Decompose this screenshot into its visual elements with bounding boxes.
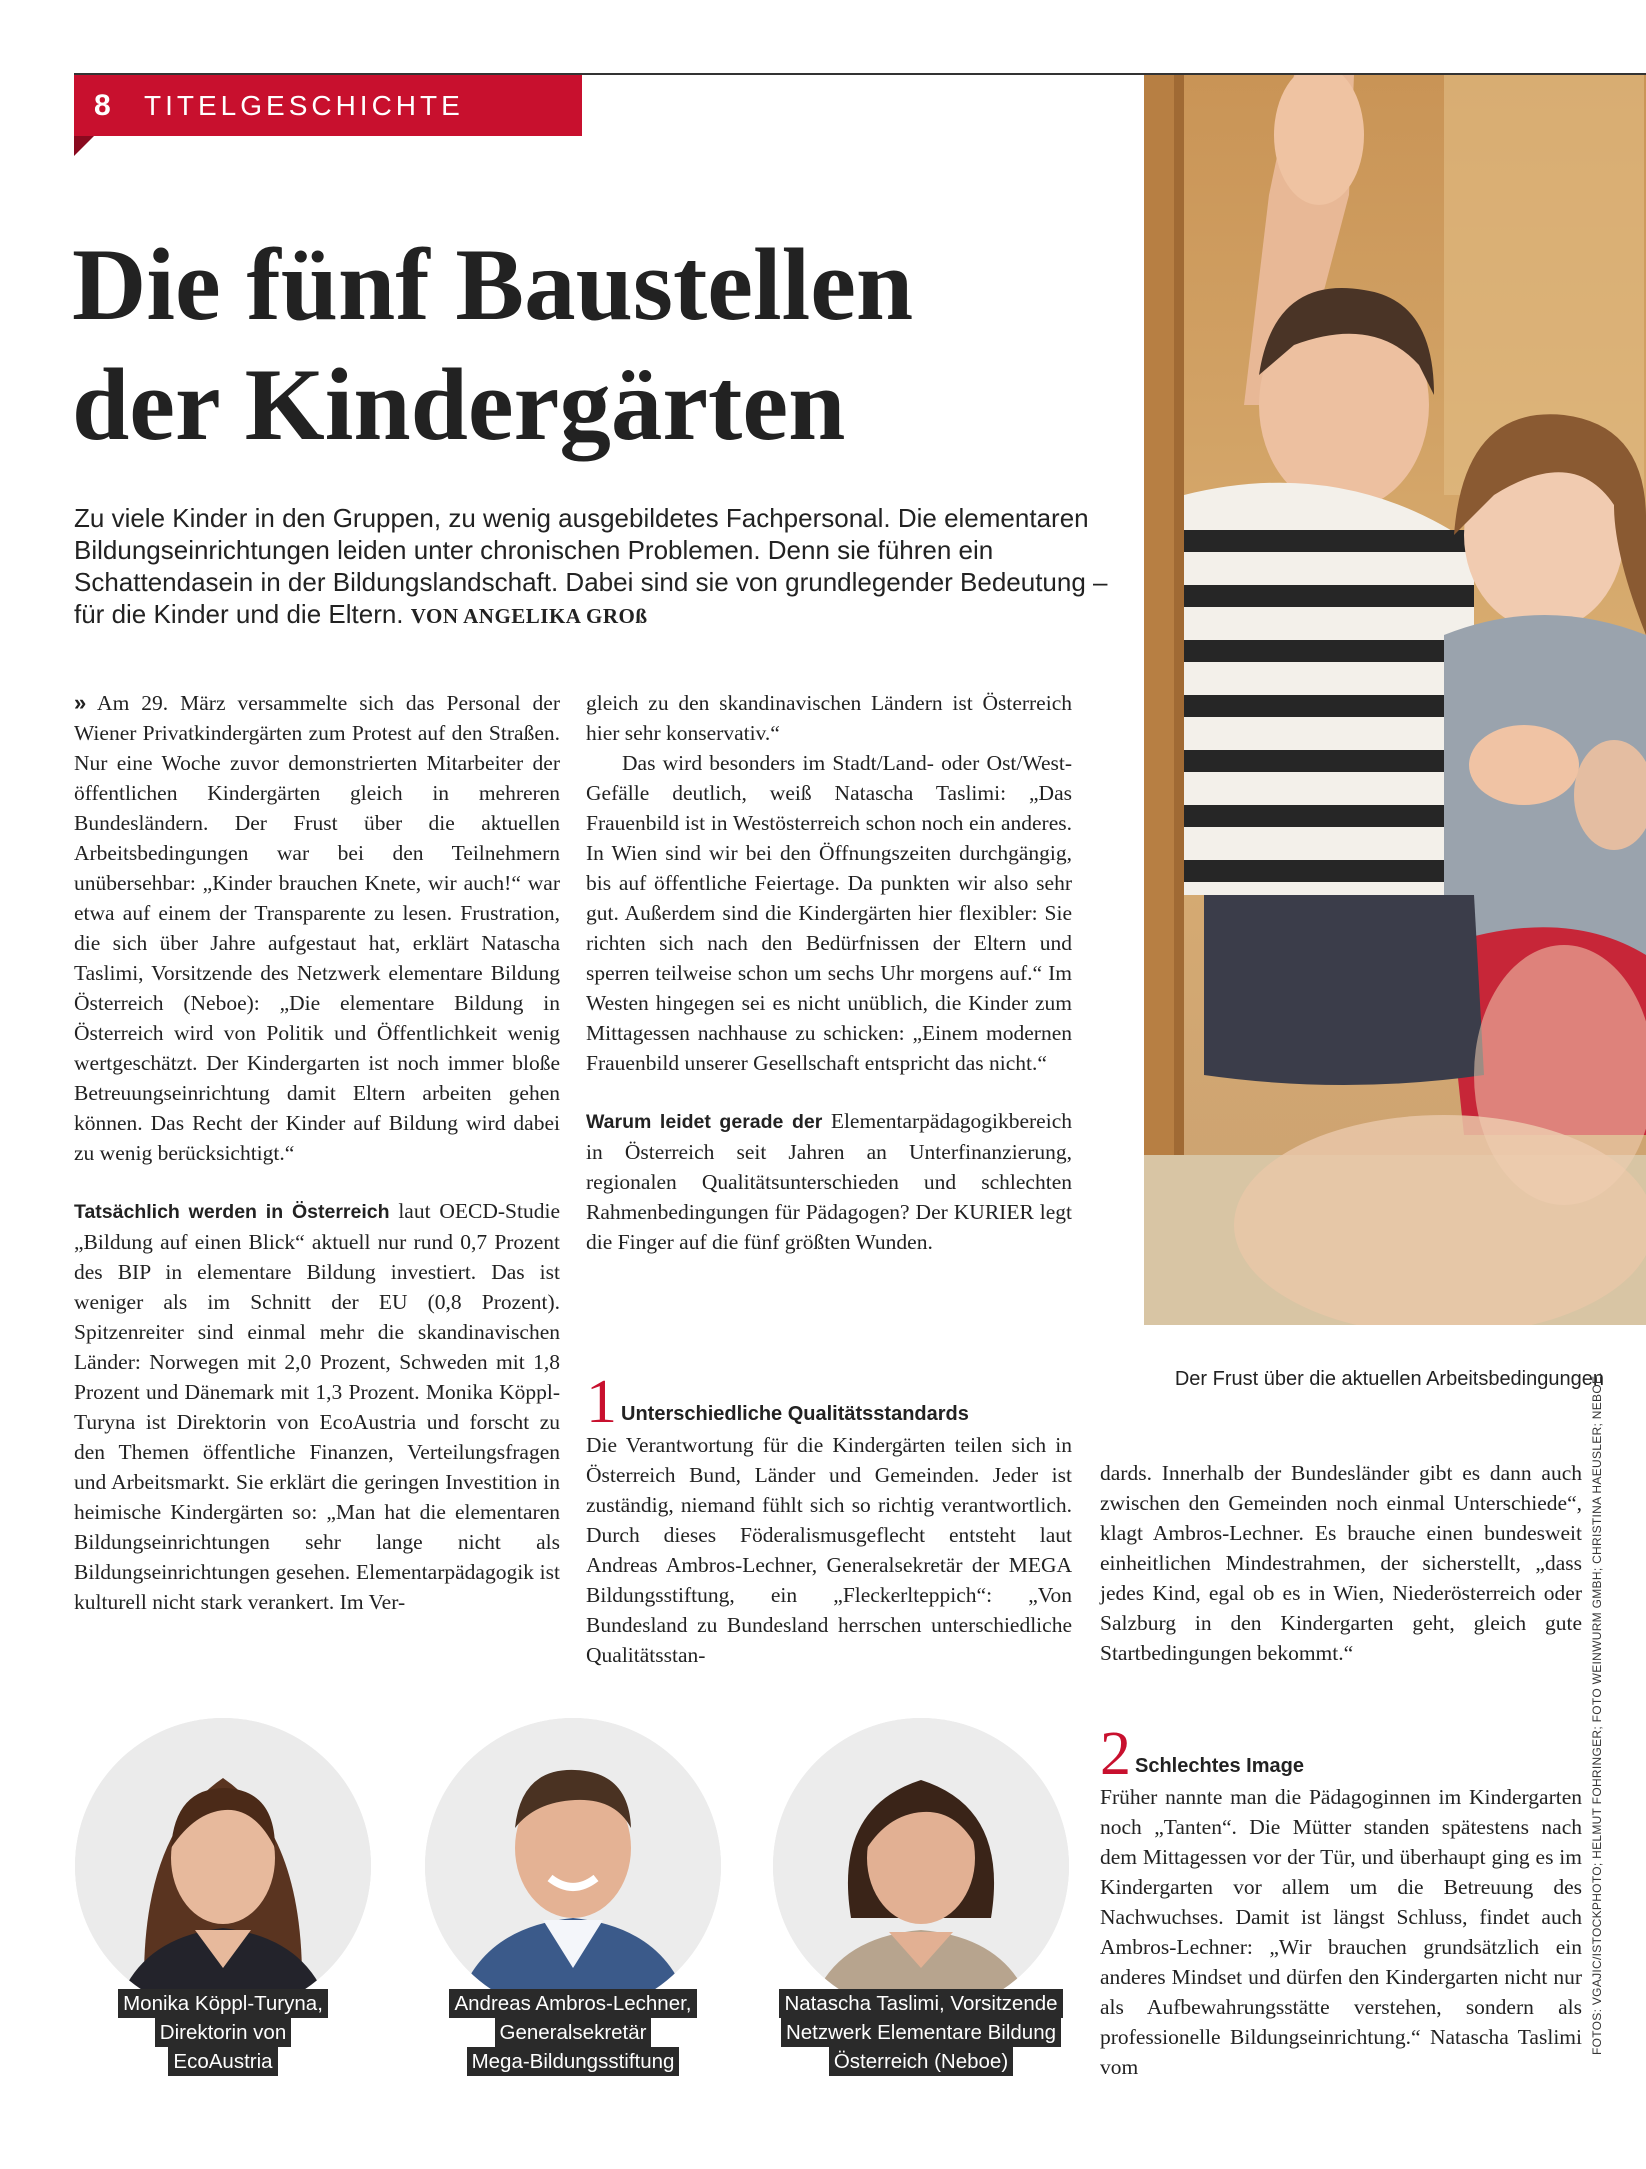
- title-line-2: der Kindergärten: [72, 348, 846, 462]
- run-in-heading: Tatsächlich werden in Österreich: [74, 1201, 390, 1223]
- lead-paragraph: [74, 502, 1134, 632]
- portrait-illustration: [425, 1718, 721, 2014]
- article-column-2: [586, 688, 1072, 1257]
- title-line-1: Die fünf Baustellen: [72, 228, 914, 342]
- article-column-2-continued: [586, 1430, 1072, 1670]
- caption-line: Monika Köppl-Turyna,: [118, 1989, 328, 2018]
- children-illustration: [1144, 75, 1646, 1325]
- section-heading-1: [586, 1368, 969, 1436]
- caption-line: Direktorin von: [155, 2018, 291, 2047]
- caption-line: Österreich (Neboe): [829, 2047, 1013, 2076]
- run-in-heading: Warum leidet gerade der: [586, 1111, 823, 1133]
- paragraph: [74, 1196, 560, 1617]
- section-heading-2: [1100, 1720, 1304, 1788]
- portrait-caption-3: [770, 1989, 1072, 2076]
- paragraph: [586, 1106, 1072, 1257]
- section-number: 1: [586, 1368, 617, 1436]
- caption-line: Generalsekretär: [495, 2018, 652, 2047]
- photo-caption: Der Frust über die aktuellen Arbeitsbedingungen: [1174, 1368, 1604, 1390]
- paragraph: dards. Innerhalb der Bundesländer gibt es dann auch zwischen den Gemeinden noch einmal Unterschiede“, klagt Ambros-Lechner. Es brauche einen bundesweit einheitlichen Mindestrahmen, der sicherstellt, „dass jedes Kind, egal ob es in Wien, Niederösterreich oder Salzburg in den Kindergarten geht, gleich gute Startbedingungen bekommt.“: [1100, 1461, 1582, 1665]
- portrait-illustration: [773, 1718, 1069, 2014]
- section-name: TITELGESCHICHTE: [144, 89, 464, 121]
- author-byline: VON ANGELIKA GROß: [410, 604, 648, 628]
- main-photo-children: [1144, 75, 1646, 1325]
- paragraph-text: Elementarpädagogikbereich in Österreich seit Jahren an Unterfinanzierung, regionalen Qualitätsunterschieden und schlechten Rahmenbedingungen für Pädagogen? Der KURIER legt die Finger auf die fünf größten Wunden.: [586, 1109, 1072, 1254]
- page-number: 8: [94, 88, 111, 122]
- page-title: [72, 225, 1122, 465]
- portrait-andreas-ambros-lechner: [425, 1718, 721, 2014]
- section-title: Unterschiedliche Qualitätsstandards: [621, 1403, 969, 1425]
- caption-line: Netzwerk Elementare Bildung: [781, 2018, 1061, 2047]
- section-title: Schlechtes Image: [1135, 1755, 1304, 1777]
- paragraph: Das wird besonders im Stadt/Land- oder Ost/West-Gefälle deutlich, weiß Natascha Taslimi: „Das Frauenbild ist in Westösterreich schon noch ein anderes. In Wien sind wir bei den Öffnungszeiten durchgängig, bis auf öffentliche Feiertage. Da punkten wir also sehr gut. Außerdem sind die Kindergärten hier flexibler: Sie richten sich nach den Bedürfnissen der Eltern und sperren teilweise schon um sechs Uhr morgens auf.“ Im Westen hingegen sei es nicht unüblich, die Kinder zum Mittagessen nachhause zu schicken: „Einem modernen Frauenbild unserer Gesellschaft entspricht das nicht.“: [586, 751, 1072, 1075]
- caption-line: Natascha Taslimi, Vorsitzende: [779, 1989, 1062, 2018]
- caption-line: EcoAustria: [168, 2047, 277, 2076]
- section-header: [74, 75, 582, 136]
- portrait-monika-koeppl-turyna: [75, 1718, 371, 2014]
- portrait-natascha-taslimi: [773, 1718, 1069, 2014]
- portrait-caption-1: [62, 1989, 384, 2076]
- guillemet-icon: »: [74, 690, 87, 715]
- paragraph: Früher nannte man die Pädagoginnen im Kindergarten noch „Tanten“. Die Mütter standen spätestens nach dem Mittagessen vor der Tür, und überhaupt ging es im Kindergarten vor allem um die Betreuung des Nachwuchses. Damit ist längst Schluss, findet auch Ambros-Lechner: „Wir brauchen grundsätzlich ein anderes Mindset und dürfen den Kindergarten nicht nur als Aufbewahrungsstätte verstehen, sondern als professionelle Bildungseinrichtung.“ Natascha Taslimi vom: [1100, 1785, 1582, 2079]
- section-tab-fold: [74, 136, 94, 156]
- article-column-3-continued: [1100, 1782, 1582, 2082]
- caption-line: Mega-Bildungsstiftung: [467, 2047, 680, 2076]
- photo-credits: FOTOS: VGAJIC/ISTOCKPHOTO; HELMUT FOHRINGER; FOTO WEINWURM GMBH; CHRISTINA HAEUSLER; NEBOE.: [1590, 1372, 1604, 2055]
- section-number: 2: [1100, 1720, 1131, 1788]
- lead-text: Zu viele Kinder in den Gruppen, zu wenig ausgebildetes Fachpersonal. Die elementaren Bildungseinrichtungen leiden unter chronischen Problemen. Denn sie führen ein Schattendasein in der Bildungslandschaft. Dabei sind sie von grundlegender Bedeutung – für die Kinder und die Eltern.: [74, 503, 1108, 629]
- portrait-caption-2: [418, 1989, 728, 2076]
- paragraph-text: Am 29. März versammelte sich das Personal der Wiener Privatkindergärten zum Protest auf den Straßen. Nur eine Woche zuvor demonstrierten Mitarbeiter der öffentlichen Kindergärten gleich in mehreren Bundesländern. Der Frust über die aktuellen Arbeitsbedingungen war bei den Teilnehmern unübersehbar: „Kinder brauchen Knete, wir auch!“ war etwa auf einem der Transparente zu lesen. Frustration, die sich über Jahre aufgestaut hat, erklärt Natascha Taslimi, Vorsitzende des Netzwerk elementare Bildung Österreich (Neboe): „Die elementare Bildung in Österreich wird von Politik und Öffentlichkeit wenig wertgeschätzt. Der Kindergarten ist noch immer bloße Betreuungseinrichtung damit Eltern arbeiten gehen können. Das Recht der Kinder auf Bildung wird dabei zu wenig berücksichtigt.“: [74, 691, 560, 1165]
- paragraph: [74, 688, 560, 1168]
- article-column-3: [1100, 1458, 1582, 1668]
- portrait-illustration: [75, 1718, 371, 2014]
- paragraph: Die Verantwortung für die Kindergärten teilen sich in Österreich Bund, Länder und Gemeinden. Jeder ist zuständig, niemand fühlt sich so richtig verantwortlich. Durch dieses Föderalismusgeflecht entsteht laut Andreas Ambros-Lechner, Generalsekretär der MEGA Bildungsstiftung, ein „Fleckerlteppich“: „Von Bundesland zu Bundesland herrschen unterschiedliche Qualitätsstan-: [586, 1433, 1072, 1667]
- article-column-1: [74, 688, 560, 1617]
- paragraph-text: laut OECD-Studie „Bildung auf einen Blick“ aktuell nur rund 0,7 Prozent des BIP in elementare Bildung investiert. Das ist weniger als im Schnitt der EU (0,8 Prozent). Spitzenreiter sind einmal mehr die skandinavischen Länder: Norwegen mit 2,0 Prozent, Schweden mit 1,8 Prozent und Dänemark mit 1,3 Prozent. Monika Köppl-Turyna ist Direktorin von EcoAustria und forscht zu den Themen öffentliche Finanzen, Verteilungsfragen und Arbeitsmarkt. Sie erklärt die geringen Investition in heimische Kindergärten so: „Man hat die elementaren Bildungseinrichtungen sehr lange nicht als Bildungseinrichtungen gesehen. Elementarpädagogik ist kulturell nicht stark verankert. Im Ver-: [74, 1199, 561, 1614]
- paragraph: gleich zu den skandinavischen Ländern ist Österreich hier sehr konservativ.“: [586, 691, 1072, 745]
- caption-line: Andreas Ambros-Lechner,: [449, 1989, 696, 2018]
